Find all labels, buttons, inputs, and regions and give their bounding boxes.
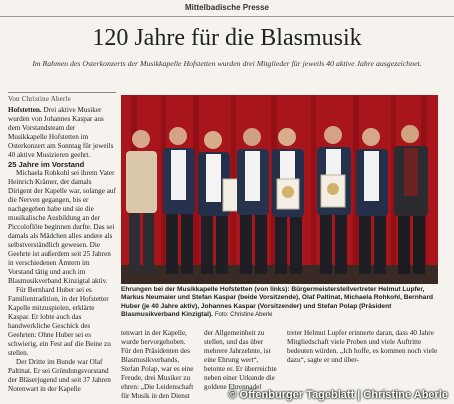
paragraph-2: Für Bernhard Huber sei es Familientradition, in der Hofstetter Kapelle mitzuspielen, erklärte Kaspar. Er lobte auch das handwerkliche Geschick des Geehrten: Ohne Huber sei es schwierig, ein Fest auf die Beine zu stellen. <box>8 286 111 357</box>
column-2-text: tenwart in der Kapelle, wurde hervorgehoben. Für den Präsidenten des Blasmusikverbands, Stefan Polap, war es eine Freude, drei Musiker zu ehren: „Die Leidenschaft für Musik in den Dienst <box>121 329 194 400</box>
newspaper-source: Mittelbadische Presse <box>184 3 270 12</box>
column-4-text: treter Helmut Lupfer erinnerte daran, dass 40 Jahre Mitgliedschaft viele Proben und viele Auftritte bedeuten würden. „Ich hoffe, es kommen noch viele dazu“, sagte er und über- <box>287 329 438 364</box>
paragraph-3: Der Dritte im Bunde war Olaf Paltinat. Er sei Gründungsvorstand der Bläserjugend und seit 37 Jahren Notenwart in der Kapelle <box>8 358 111 393</box>
dateline: Hofstetten. <box>8 106 42 114</box>
photo-credit: Foto: Christine Aberle <box>214 312 273 319</box>
intro-paragraph <box>8 106 116 160</box>
article-title: 120 Jahre für die Blasmusik <box>92 25 362 51</box>
caption-text: Ehrungen bei der Musikkapelle Hofstetten (von links): Bürgermeisterstellvertreter Helmut Lupfer, Markus Neumaier und Stefan Kaspar (beide Vorsitzende), Olaf Paltinat, Michaela Rohkohl, Bernhard Huber (je 40 Jahre aktiv), Johannes Kaspar (Vorsitzender) und Stefan Polap (Präsident Blasmusikverband Kinzigtal). <box>121 286 434 319</box>
article-column-2 <box>121 329 197 402</box>
section-heading: 25 Jahre im Vorstand <box>8 160 85 169</box>
group-photo <box>121 95 438 284</box>
article-subtitle: Im Rahmen des Osterkonzerts der Musikkapelle Hofstetten wurden drei Mitglieder für jeweils 40 aktive Jahre ausgezeichnet. <box>32 59 422 68</box>
byline: Von Christine Aberle <box>8 95 71 103</box>
watermark: © Offenburger Tageblatt | Christine Aberle <box>228 389 448 401</box>
byline-rule <box>8 92 116 93</box>
group-photo-image <box>121 95 438 284</box>
intro-text: Drei aktive Musiker wurden von Johannes Kaspar aus dem Vorstandsteam der Musikkapelle Hofstetten im Osterkonzert am Sonntag für jeweils 40 aktive Musizieren geehrt. <box>8 106 114 159</box>
paragraph-1: Michaela Rohkohl sei ihrem Vater Heinrich Krämer, der damals Dirigent der Kapelle war, solange auf die Nerven gegangen, bis er nachgegeben habe und sie die musikalische Ausbildung an der Piccoloflöte beginnen durfte. Das sei damals als Mädchen alles andere als selbstverständlich gewesen. Die Geehrte ist außerdem seit 25 Jahren in verschiedenen Ämtern im Vorstand tätig und auch im Blasmusikverband Kinzigtal aktiv. <box>8 169 116 285</box>
photo-caption <box>121 286 438 320</box>
article-column-1 <box>8 106 116 402</box>
column-3-text: der Allgemeinheit zu stellen, und das über mehrere Jahrzehnte, ist eine Ehrung wert“, betonte er. Er überreichte neben einer Urkunde die goldene Ehrennadel <box>204 329 277 391</box>
header-bar <box>0 2 454 17</box>
